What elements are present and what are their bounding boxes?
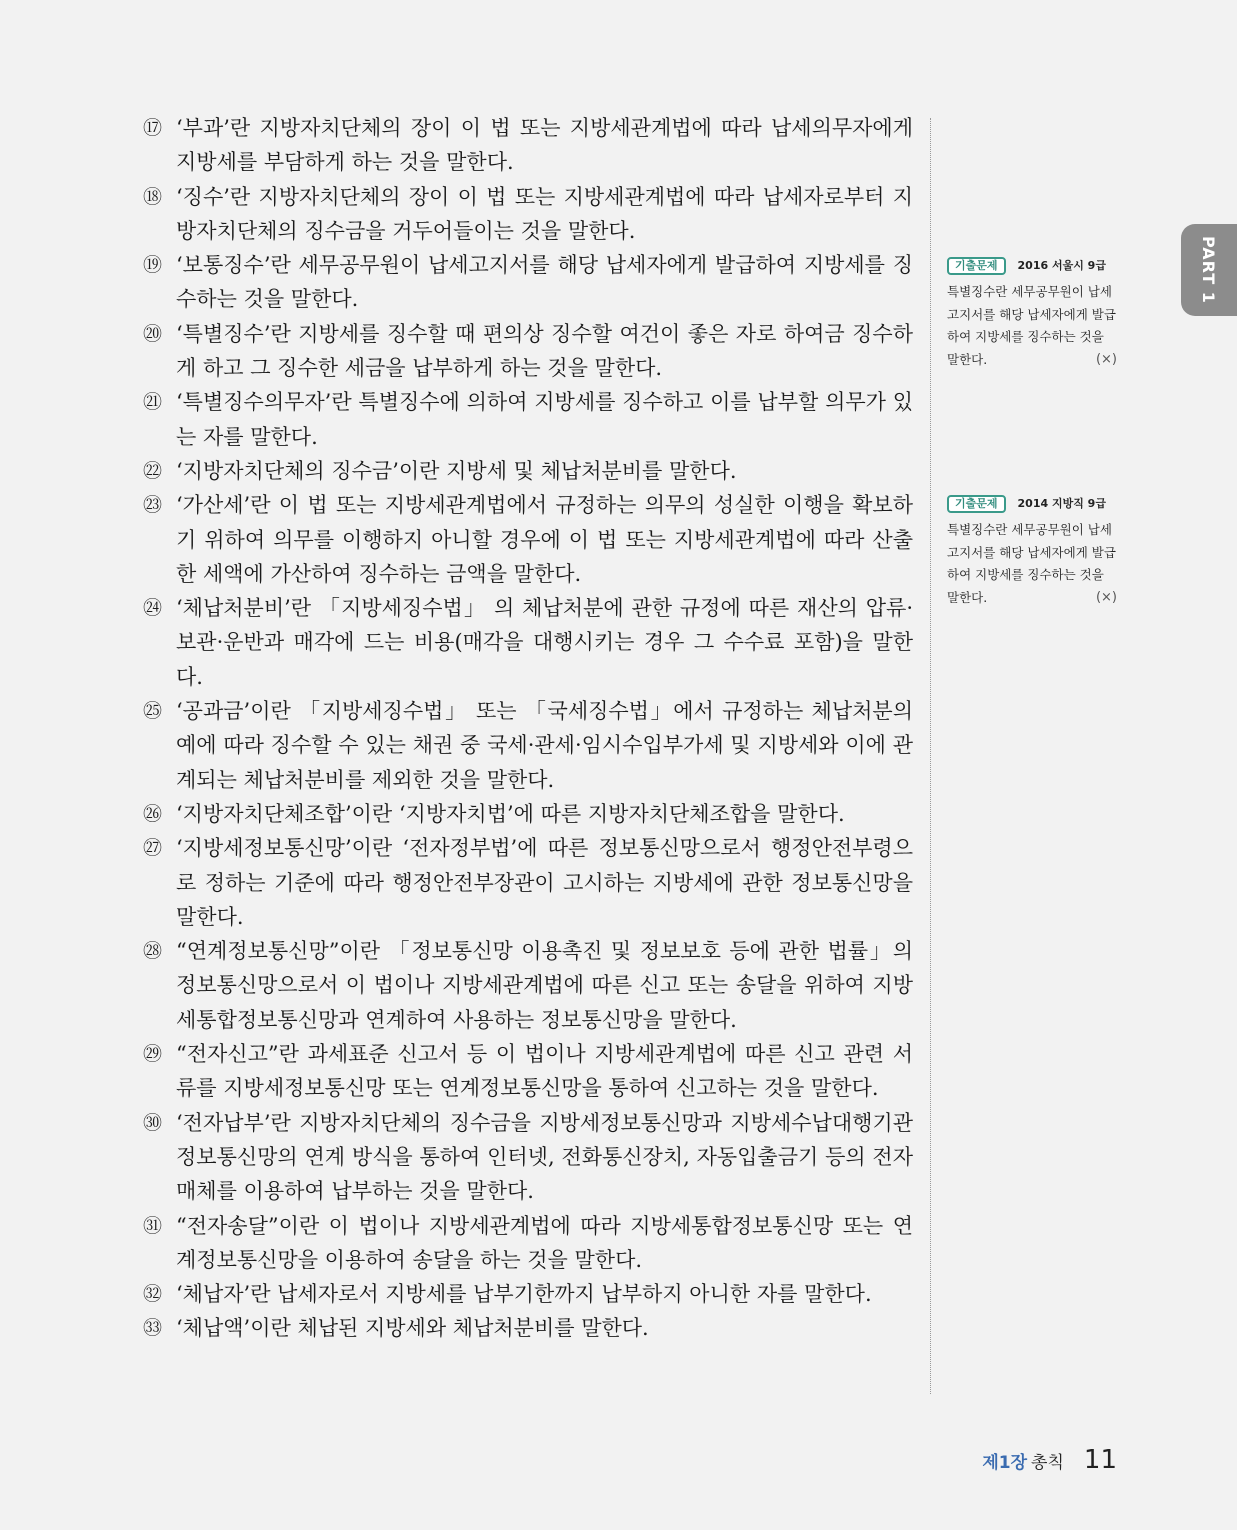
- list-item: [143, 1037, 913, 1106]
- item-number: ㉚: [143, 1111, 163, 1134]
- item-text: ‘가산세’란 이 법 또는 지방세관계법에서 규정하는 의무의 성실한 이행을 확보하기 위하여 의무를 이행하지 아니할 경우에 이 법 또는 지방세관계법에 따라 산출한 세액에 가산하여 징수하는 금액을 말한다.: [176, 493, 913, 586]
- item-number: ⑳: [143, 322, 163, 345]
- chapter-title: 총칙: [1031, 1453, 1064, 1473]
- exam-note-header: [947, 256, 1117, 276]
- list-item: [143, 1209, 913, 1278]
- main-text-column: [143, 111, 913, 1346]
- list-item: [143, 1277, 913, 1311]
- item-number: ㉓: [143, 494, 163, 517]
- list-item: [143, 694, 913, 797]
- item-text: ‘지방자치단체조합’이란 ‘지방자치법’에 따른 지방자치단체조합을 말한다.: [176, 801, 845, 826]
- exam-note-box: [947, 256, 1117, 371]
- list-item: [143, 385, 913, 454]
- item-number: ㉙: [143, 1043, 163, 1066]
- exam-badge: 기출문제: [947, 257, 1006, 275]
- item-number: ⑰: [143, 117, 163, 139]
- item-number: ㉖: [143, 802, 163, 825]
- list-item: [143, 488, 913, 591]
- answer-mark: (×): [1095, 589, 1117, 605]
- list-item: [143, 180, 913, 249]
- exam-note-text: 특별징수란 세무공무원이 납세고지서를 해당 납세자에게 발급하여 지방세를 징수하는 것을 말한다.: [947, 522, 1116, 605]
- part-tab-label: PART 1: [1199, 236, 1218, 304]
- part-tab: [1181, 224, 1237, 316]
- exam-source: 2016 서울시 9급: [1017, 258, 1106, 272]
- list-item: [143, 248, 913, 317]
- list-item: [143, 934, 913, 1037]
- item-text: “연계정보통신망”이란 「정보통신망 이용촉진 및 정보보호 등에 관한 법률」의 정보통신망으로서 이 법이나 지방세관계법에 따른 신고 또는 송달을 위하여 지방세통합정보통신망과 연계하여 사용하는 정보통신망을 말한다.: [176, 939, 913, 1032]
- item-text: ‘체납자’란 납세자로서 지방세를 납부기한까지 납부하지 아니한 자를 말한다.: [176, 1282, 872, 1307]
- item-text: “전자송달”이란 이 법이나 지방세관계법에 따라 지방세통합정보통신망 또는 연계정보통신망을 이용하여 송달을 하는 것을 말한다.: [176, 1213, 913, 1272]
- item-text: ‘공과금’이란 「지방세징수법」 또는 「국세징수법」에서 규정하는 체납처분의 예에 따라 징수할 수 있는 채권 중 국세·관세·임시수입부가세 및 지방세와 이에 관계되는 체납처분비를 제외한 것을 말한다.: [176, 699, 913, 792]
- exam-note-header: [947, 494, 1117, 514]
- list-item: [143, 1106, 913, 1209]
- item-text: ‘지방자치단체의 징수금’이란 지방세 및 체납처분비를 말한다.: [176, 458, 737, 483]
- list-item: [143, 111, 913, 180]
- list-item: [143, 831, 913, 934]
- list-item: [143, 1311, 913, 1345]
- item-text: ‘보통징수’란 세무공무원이 납세고지서를 해당 납세자에게 발급하여 지방세를 징수하는 것을 말한다.: [176, 253, 913, 312]
- page-footer: [982, 1445, 1117, 1475]
- item-text: ‘체납처분비’란 「지방세징수법」 의 체납처분에 관한 규정에 따른 재산의 압류·보관·운반과 매각에 드는 비용(매각을 대행시키는 경우 그 수수료 포함)을 말한다.: [176, 596, 913, 689]
- column-divider: [930, 118, 931, 1394]
- item-number: ㉗: [143, 837, 163, 860]
- item-number: ㉕: [143, 700, 163, 723]
- page-number: 11: [1083, 1445, 1117, 1475]
- item-number: ㉘: [143, 940, 163, 963]
- exam-note-text: 특별징수란 세무공무원이 납세고지서를 해당 납세자에게 발급하여 지방세를 징수하는 것을 말한다.: [947, 284, 1116, 367]
- item-text: ‘지방세정보통신망’이란 ‘전자정부법’에 따른 정보통신망으로서 행정안전부령으로 정하는 기준에 따라 행정안전부장관이 고시하는 지방세에 관한 정보통신망을 말한다.: [176, 836, 913, 929]
- item-text: ‘특별징수’란 지방세를 징수할 때 편의상 징수할 여건이 좋은 자로 하여금 징수하게 하고 그 징수한 세금을 납부하게 하는 것을 말한다.: [176, 321, 913, 381]
- list-item: [143, 591, 913, 694]
- answer-mark: (×): [1095, 351, 1117, 367]
- exam-note-body: [947, 519, 1117, 609]
- item-number: ㉑: [143, 391, 163, 414]
- item-number: ㉛: [143, 1214, 163, 1237]
- chapter-number: 제1장: [982, 1453, 1028, 1473]
- list-item: [143, 797, 913, 831]
- item-text: ‘특별징수의무자’란 특별징수에 의하여 지방세를 징수하고 이를 납부할 의무가 있는 자를 말한다.: [176, 390, 913, 449]
- exam-badge: 기출문제: [947, 495, 1006, 513]
- list-item: [143, 454, 913, 488]
- item-text: ‘부과’란 지방자치단체의 장이 이 법 또는 지방세관계법에 따라 납세의무자에게 지방세를 부담하게 하는 것을 말한다.: [176, 116, 913, 175]
- item-number: ⑲: [143, 254, 163, 277]
- item-number: ㉒: [143, 459, 163, 482]
- exam-source: 2014 지방직 9급: [1017, 496, 1106, 510]
- item-text: “전자신고”란 과세표준 신고서 등 이 법이나 지방세관계법에 따른 신고 관련 서류를 지방세정보통신망 또는 연계정보통신망을 통하여 신고하는 것을 말한다.: [176, 1042, 913, 1101]
- item-text: ‘징수’란 지방자치단체의 장이 이 법 또는 지방세관계법에 따라 납세자로부터 지방자치단체의 징수금을 거두어들이는 것을 말한다.: [176, 184, 913, 243]
- item-number: ㉝: [143, 1317, 163, 1340]
- item-number: ㉜: [143, 1283, 163, 1306]
- item-text: ‘전자납부’란 지방자치단체의 징수금을 지방세정보통신망과 지방세수납대행기관 정보통신망의 연계 방식을 통하여 인터넷, 전화통신장치, 자동입출금기 등의 전자매체를 이용하여 납부하는 것을 말한다.: [176, 1110, 913, 1204]
- exam-note-box: [947, 494, 1117, 609]
- exam-note-body: [947, 281, 1117, 371]
- item-number: ㉔: [143, 597, 163, 620]
- item-number: ⑱: [143, 185, 163, 208]
- list-item: [143, 317, 913, 386]
- item-text: ‘체납액’이란 체납된 지방세와 체납처분비를 말한다.: [176, 1316, 649, 1341]
